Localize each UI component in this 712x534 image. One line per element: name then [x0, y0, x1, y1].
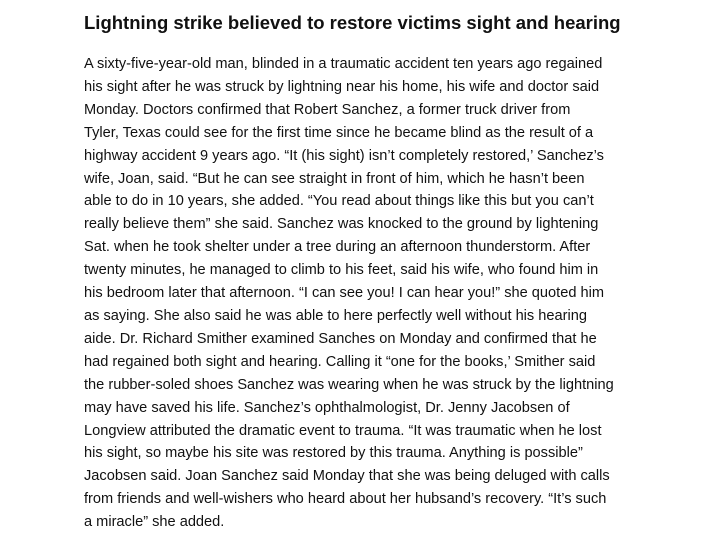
article-line: Monday. Doctors confirmed that Robert Sanchez, a former truck driver from — [84, 101, 571, 118]
article-line: able to do in 10 years, she added. “You read about things like this but you can’t — [84, 193, 594, 210]
article-line: Tyler, Texas could see for the first time since he became blind as the result of a — [84, 124, 594, 141]
article-line: his sight, so maybe his site was restored by this trauma. Anything is possible” — [84, 445, 583, 462]
article-line: really believe them” she said. Sanchez was knocked to the ground by lightening — [84, 216, 599, 233]
article-line: from friends and well-wishers who heard about her hubsand’s recovery. “It’s such — [84, 491, 607, 508]
article-line: had regained both sight and hearing. Calling it “one for the books,’ Smither said — [84, 353, 596, 370]
article-line: Longview attributed the dramatic event to trauma. “It was traumatic when he lost — [84, 422, 602, 439]
article-line: as saying. She also said he was able to here perfectly well without his hearing — [84, 307, 587, 324]
article-body — [84, 53, 614, 534]
article-line: highway accident 9 years ago. “It (his sight) isn’t completely restored,’ Sanchez’s — [84, 147, 604, 164]
article-line: Jacobsen said. Joan Sanchez said Monday that she was being deluged with calls — [84, 468, 610, 485]
article-line: Sat. when he took shelter under a tree during an afternoon thunderstorm. After — [84, 239, 591, 256]
article-line: aide. Dr. Richard Smither examined Sanches on Monday and confirmed that he — [84, 330, 597, 347]
article-line: the rubber-soled shoes Sanchez was wearing when he was struck by the lightning — [84, 376, 614, 393]
article-line: twenty minutes, he managed to climb to his feet, said his wife, who found him in — [84, 262, 599, 279]
article-headline: Lightning strike believed to restore victims sight and hearing — [84, 12, 621, 33]
article-line: his sight after he was struck by lightning near his home, his wife and doctor said — [84, 78, 600, 95]
article-line: wife, Joan, said. “But he can see straight in front of him, which he hasn’t been — [84, 170, 585, 187]
article-line: a miracle” she added. — [84, 514, 225, 531]
article-line: may have saved his life. Sanchez’s ophthalmologist, Dr. Jenny Jacobsen of — [84, 399, 570, 416]
article-line: A sixty-five-year-old man, blinded in a traumatic accident ten years ago regained — [84, 56, 603, 72]
article-line: his bedroom later that afternoon. “I can see you! I can hear you!” she quoted him — [84, 285, 605, 302]
